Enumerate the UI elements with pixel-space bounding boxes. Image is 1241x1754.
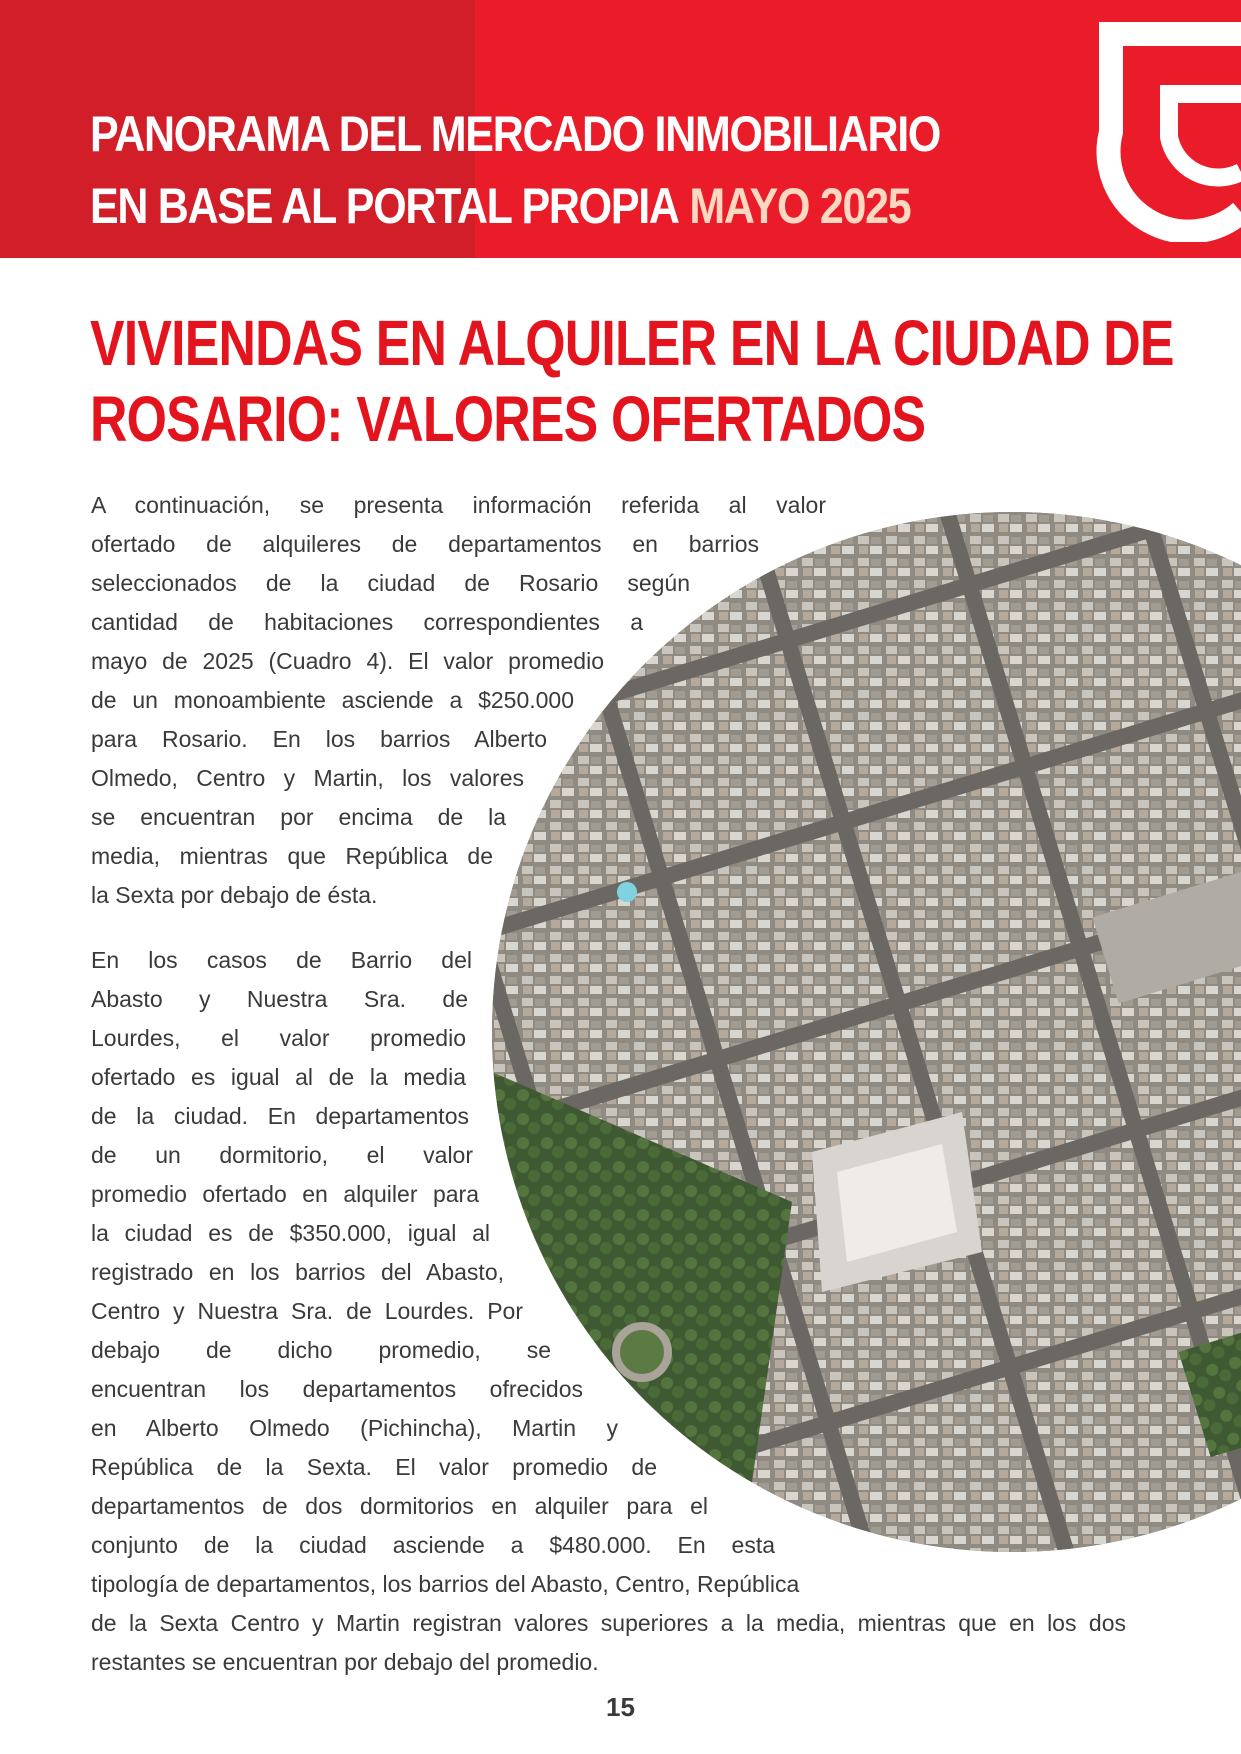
paragraph-line: en Alberto Olmedo (Pichincha), Martin y bbox=[91, 1415, 618, 1441]
paragraph-line: En los casos de Barrio del bbox=[91, 947, 472, 973]
paragraph-line: departamentos de dos dormitorios en alquiler para el bbox=[91, 1493, 708, 1519]
paragraph-line: Centro y Nuestra Sra. de Lourdes. Por bbox=[91, 1298, 523, 1324]
paragraph-line: Lourdes, el valor promedio bbox=[91, 1025, 466, 1051]
paragraph-line: restantes se encuentran por debajo del promedio. bbox=[91, 1649, 599, 1675]
paragraph-line: cantidad de habitaciones correspondientes a bbox=[91, 609, 643, 635]
paragraph-1 bbox=[91, 486, 826, 915]
header-title-line2 bbox=[90, 170, 940, 242]
paragraph-line: registrado en los barrios del Abasto, bbox=[91, 1259, 504, 1285]
paragraph-line: tipología de departamentos, los barrios del Abasto, Centro, República bbox=[91, 1571, 800, 1597]
section-title-line2: ROSARIO: VALORES OFERTADOS bbox=[90, 383, 926, 455]
paragraph-line: seleccionados de la ciudad de Rosario según bbox=[91, 570, 690, 596]
paragraph-line: la Sexta por debajo de ésta. bbox=[91, 882, 378, 908]
paragraph-line: República de la Sexta. El valor promedio de bbox=[91, 1454, 657, 1480]
page-header bbox=[0, 0, 1241, 258]
paragraph-line: promedio ofertado en alquiler para bbox=[91, 1181, 479, 1207]
section-title bbox=[90, 305, 1174, 457]
paragraph-line: media, mientras que República de bbox=[91, 843, 493, 869]
paragraph-line: A continuación, se presenta información referida al valor bbox=[91, 492, 826, 518]
page-number: 15 bbox=[606, 1692, 635, 1722]
paragraph-2 bbox=[91, 941, 1126, 1682]
paragraph-line: ofertado es igual al de la media bbox=[91, 1064, 466, 1090]
paragraph-line: Abasto y Nuestra Sra. de bbox=[91, 986, 468, 1012]
header-title-date: MAYO 2025 bbox=[689, 178, 911, 234]
paragraph-line: mayo de 2025 (Cuadro 4). El valor promedio bbox=[91, 648, 604, 674]
paragraph-line: debajo de dicho promedio, se bbox=[91, 1337, 551, 1363]
section-title-line1: VIVIENDAS EN ALQUILER EN LA CIUDAD DE bbox=[90, 307, 1174, 379]
paragraph-line: de un dormitorio, el valor bbox=[91, 1142, 473, 1168]
paragraph-line: conjunto de la ciudad asciende a $480.000. En esta bbox=[91, 1532, 775, 1558]
paragraph-line: encuentran los departamentos ofrecidos bbox=[91, 1376, 583, 1402]
header-title-line1: PANORAMA DEL MERCADO INMOBILIARIO bbox=[90, 106, 941, 162]
paragraph-line: la ciudad es de $350.000, igual al bbox=[91, 1220, 490, 1246]
paragraph-line: para Rosario. En los barrios Alberto bbox=[91, 726, 547, 752]
header-title-line2-text: EN BASE AL PORTAL PROPIA bbox=[90, 178, 679, 234]
brand-logo-icon bbox=[1091, 22, 1241, 242]
paragraph-line: de la ciudad. En departamentos bbox=[91, 1103, 469, 1129]
paragraph-line: Olmedo, Centro y Martin, los valores bbox=[91, 765, 524, 791]
paragraph-line: de la Sexta Centro y Martin registran valores superiores a la media, mientras que en los dos bbox=[91, 1610, 1126, 1636]
paragraph-line: ofertado de alquileres de departamentos en barrios bbox=[91, 531, 759, 557]
paragraph-line: se encuentran por encima de la bbox=[91, 804, 506, 830]
paragraph-line: de un monoambiente asciende a $250.000 bbox=[91, 687, 574, 713]
header-title bbox=[90, 98, 940, 242]
